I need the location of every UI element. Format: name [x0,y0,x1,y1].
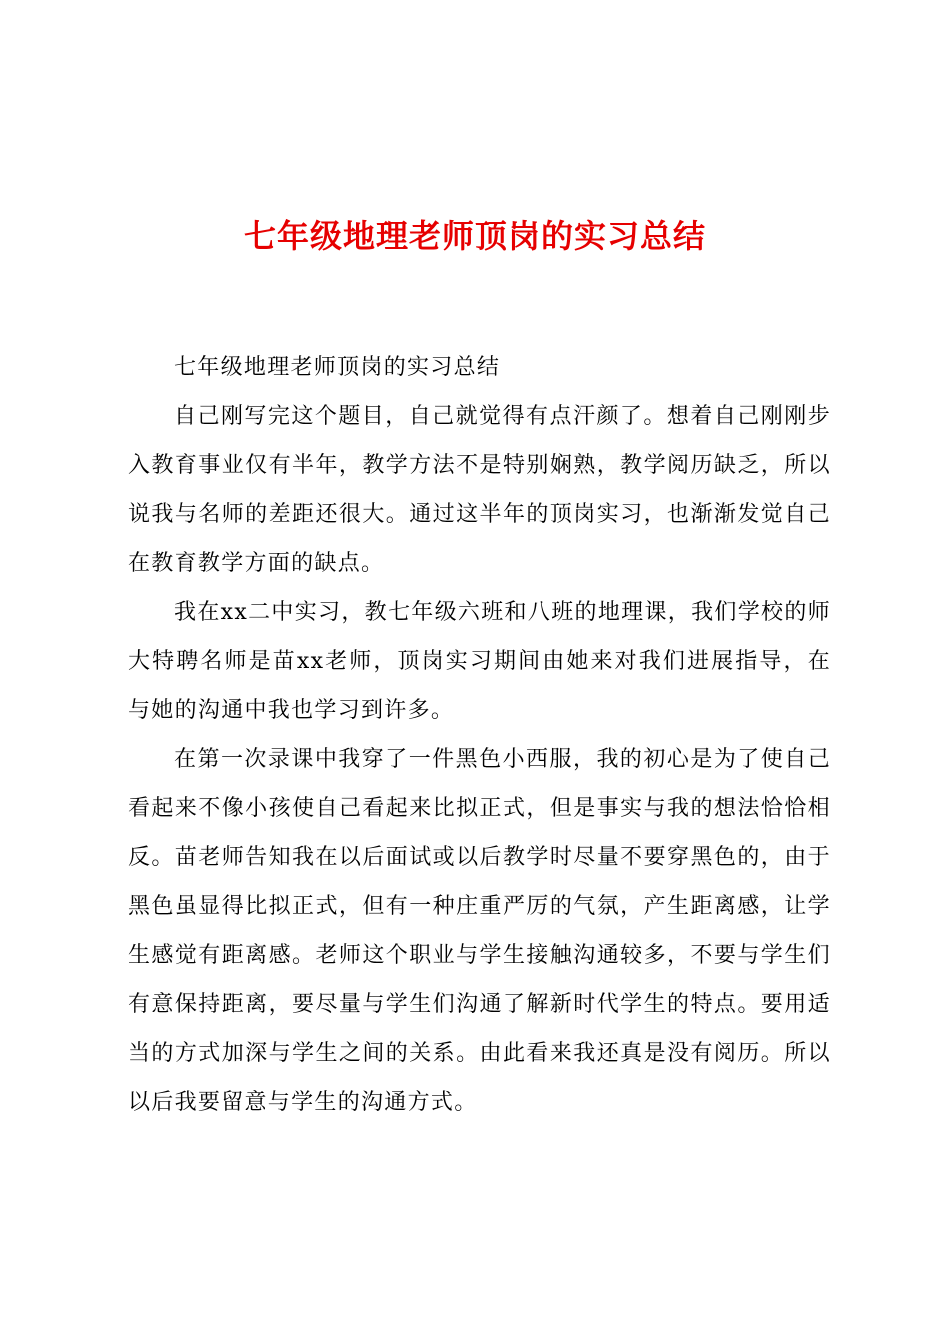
document-body [128,343,831,1127]
body-paragraph-2: 我在xx二中实习，教七年级六班和八班的地理课，我们学校的师大特聘名师是苗xx老师，顶岗实习期间由她来对我们进展指导，在与她的沟通中我也学习到许多。 [128,600,831,723]
body-subtitle-paragraph: 七年级地理老师顶岗的实习总结 [174,355,501,380]
document-title: 七年级地理老师顶岗的实习总结 [243,217,706,255]
body-paragraph-1: 自己刚写完这个题目，自己就觉得有点汗颜了。想着自己刚刚步入教育事业仅有半年，教学方法不是特别娴熟，教学阅历缺乏，所以说我与名师的差距还很大。通过这半年的顶岗实习，也渐渐发觉自己在教育教学方面的缺点。 [128,404,831,576]
body-paragraph-3: 在第一次录课中我穿了一件黑色小西服，我的初心是为了使自己看起来不像小孩使自己看起来比拟正式，但是事实与我的想法恰恰相反。苗老师告知我在以后面试或以后教学时尽量不要穿黑色的，由于黑色虽显得比拟正式，但有一种庄重严厉的气氛，产生距离感，让学生感觉有距离感。老师这个职业与学生接触沟通较多，不要与学生们有意保持距离，要尽量与学生们沟通了解新时代学生的特点。要用适当的方式加深与学生之间的关系。由此看来我还真是没有阅历。所以以后我要留意与学生的沟通方式。 [128,747,831,1115]
